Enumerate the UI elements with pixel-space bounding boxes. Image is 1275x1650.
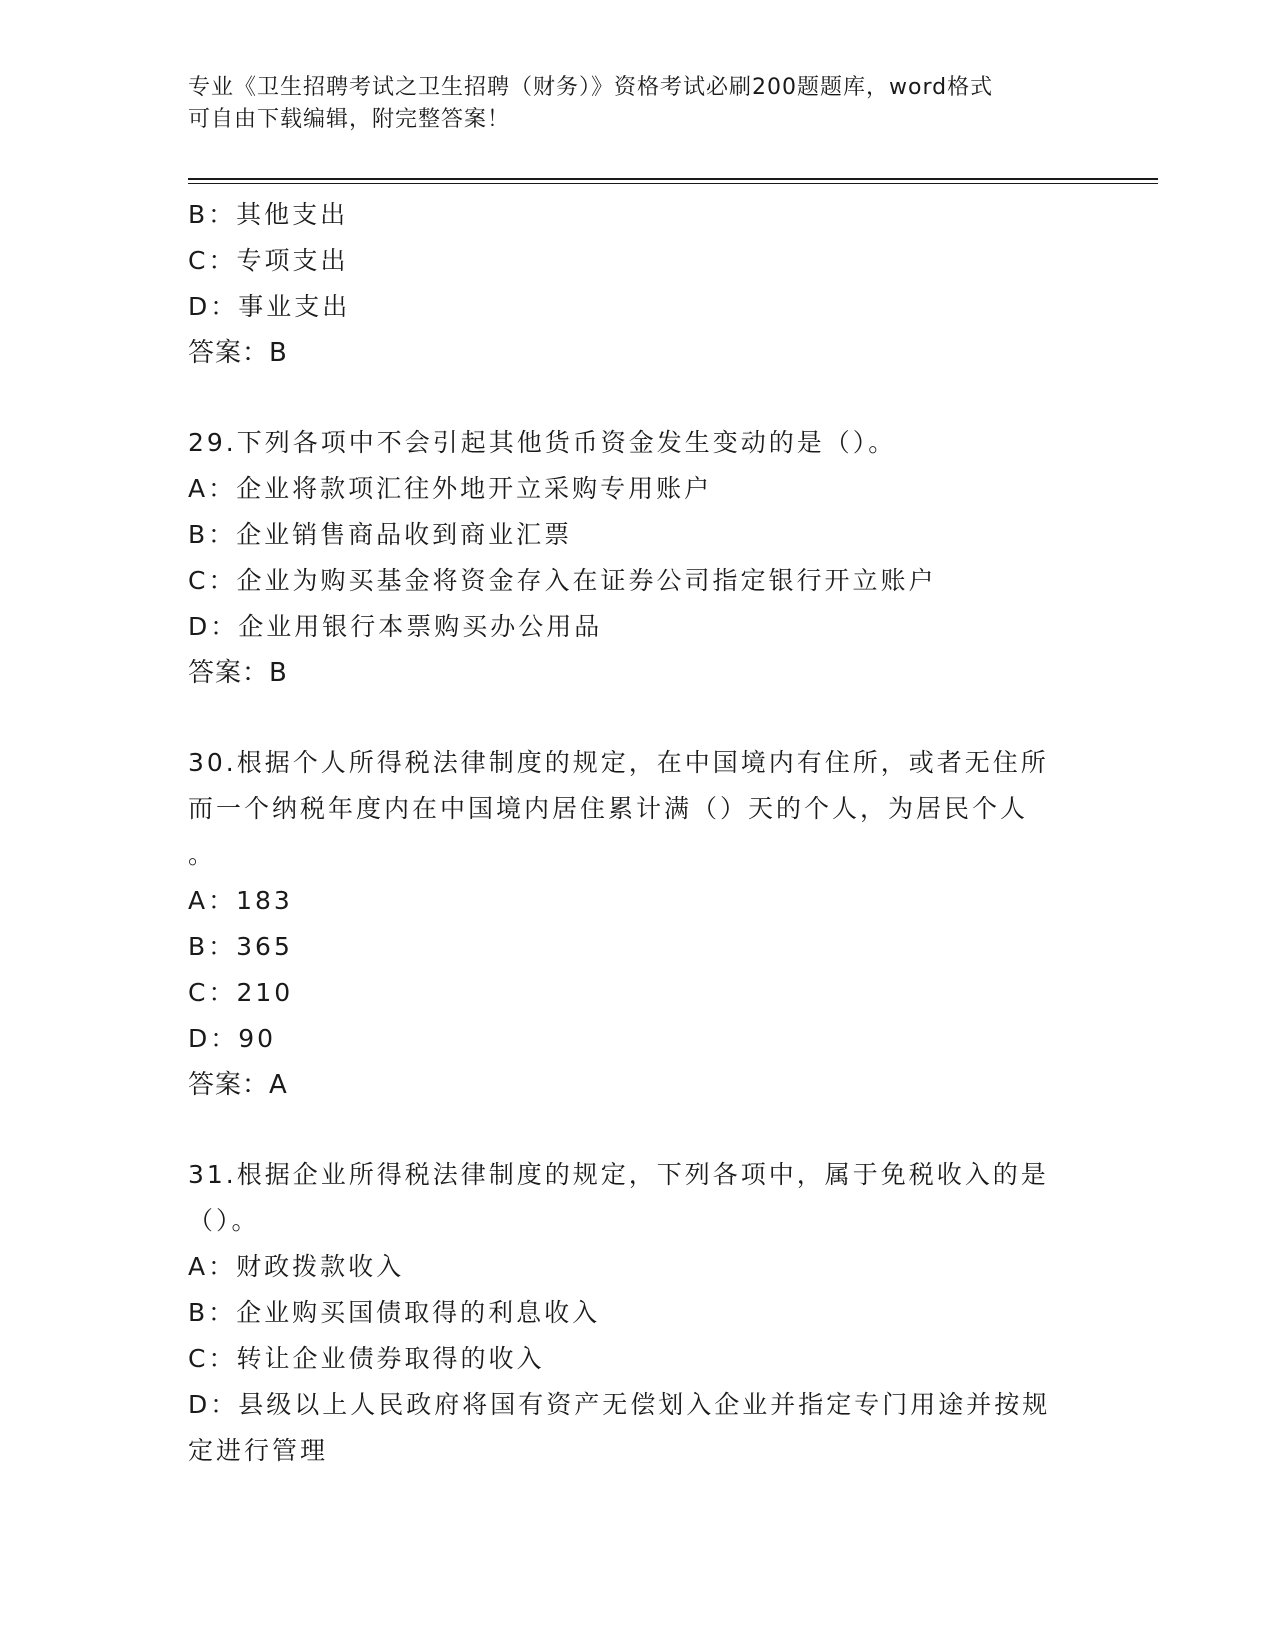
- question-31: [188, 1152, 1078, 1474]
- option-d-continued: 定进行管理: [188, 1436, 329, 1465]
- option-d: D：事业支出: [188, 292, 351, 321]
- option-d: D：企业用银行本票购买办公用品: [188, 612, 603, 641]
- option-d: D：90: [188, 1024, 277, 1053]
- option-b: B：企业购买国债取得的利息收入: [188, 1298, 601, 1327]
- question-stem: 30.根据个人所得税法律制度的规定，在中国境内有住所，或者无住所: [188, 748, 1049, 777]
- question-stem: （）。: [188, 1206, 260, 1235]
- answer: 答案：B: [188, 338, 288, 368]
- question-30: [188, 740, 1078, 1108]
- question-stem: 31.根据企业所得税法律制度的规定，下列各项中，属于免税收入的是: [188, 1160, 1049, 1189]
- header-line-1: 专业《卫生招聘考试之卫生招聘（财务）》资格考试必刷200题题库，word格式: [188, 75, 994, 100]
- option-b: B：365: [188, 932, 293, 961]
- question-28-continued: [188, 192, 1078, 376]
- option-c: C：企业为购买基金将资金存入在证券公司指定银行开立账户: [188, 566, 937, 595]
- option-a: A：企业将款项汇往外地开立采购专用账户: [188, 474, 713, 503]
- question-stem: 。: [188, 840, 217, 869]
- answer: 答案：B: [188, 658, 288, 688]
- question-stem: 而一个纳税年度内在中国境内居住累计满（）天的个人，为居民个人: [188, 794, 1029, 823]
- header-line-2: 可自由下载编辑，附完整答案！: [188, 107, 511, 132]
- header-divider: [188, 178, 1158, 180]
- question-list: [188, 192, 1078, 1474]
- question-29: [188, 420, 1078, 696]
- question-stem: 29.下列各项中不会引起其他货币资金发生变动的是（）。: [188, 428, 897, 457]
- header-divider-thin: [188, 183, 1158, 184]
- option-b: B：其他支出: [188, 200, 349, 229]
- option-a: A：财政拨款收入: [188, 1252, 405, 1281]
- answer: 答案：A: [188, 1070, 288, 1100]
- option-c: C：转让企业债券取得的收入: [188, 1344, 545, 1373]
- option-d: D：县级以上人民政府将国有资产无偿划入企业并指定专门用途并按规: [188, 1390, 1051, 1419]
- option-c: C：专项支出: [188, 246, 349, 275]
- document-header: [188, 72, 1088, 136]
- option-b: B：企业销售商品收到商业汇票: [188, 520, 573, 549]
- option-a: A：183: [188, 886, 293, 915]
- option-c: C：210: [188, 978, 294, 1007]
